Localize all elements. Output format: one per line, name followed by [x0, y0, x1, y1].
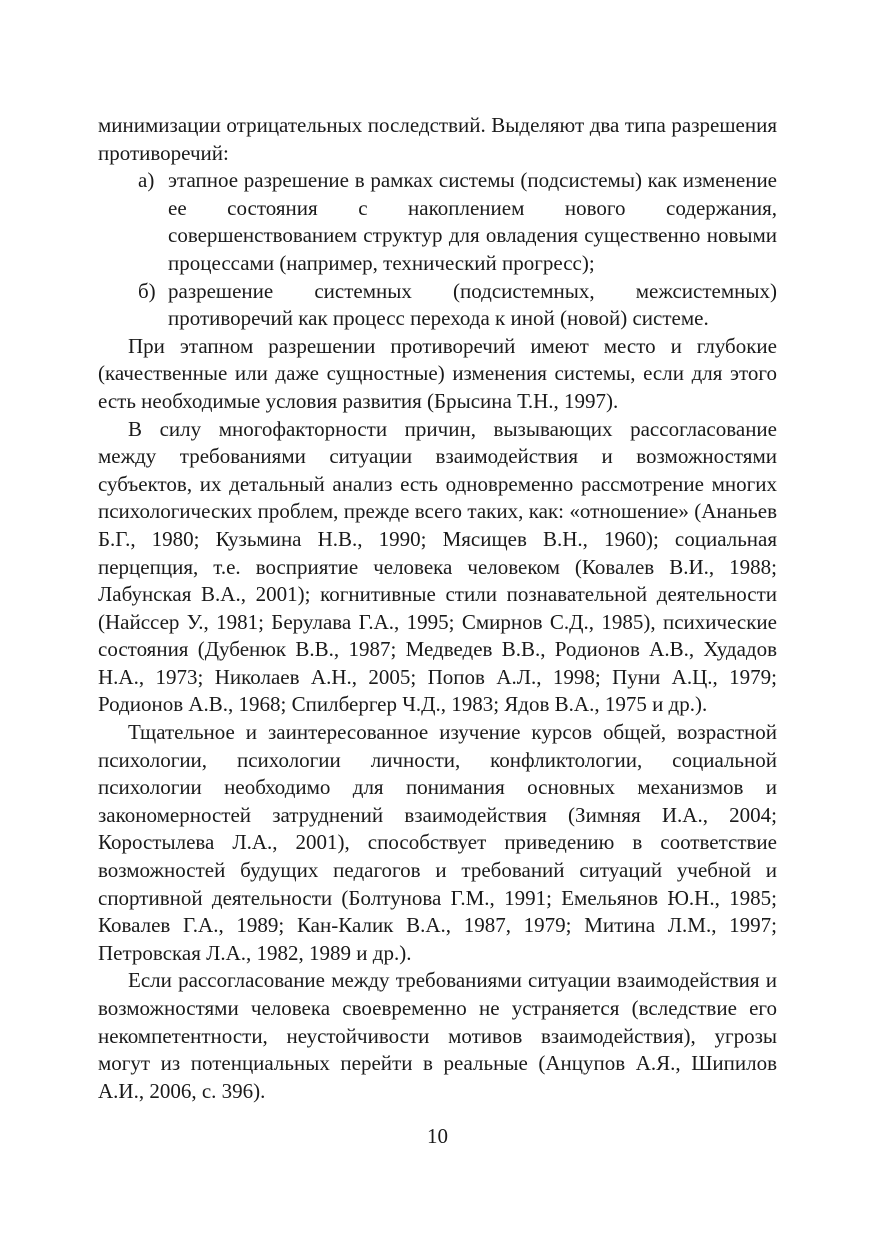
body-text [98, 112, 777, 1105]
list-item [98, 167, 777, 277]
list-item [98, 278, 777, 333]
page-number: 10 [427, 1124, 448, 1148]
paragraph: Если рассогласование между требованиями ситуации взаимодействия и возможностями человека своевременно не устраняется (вследствие его некомпетентности, неустойчивости мотивов взаимодействия), угрозы могут из потенциальных перейти в реальные (Анцупов А.Я., Шипилов А.И., 2006, с. 396). [98, 968, 777, 1103]
list-marker: б) [138, 278, 156, 303]
intro-paragraph: минимизации отрицательных последствий. Выделяют два типа разрешения противоречий: [98, 113, 777, 165]
paragraph: В силу многофакторности причин, вызывающих рассогласование между требованиями ситуации взаимодействия и возможностями субъектов, их детальный анализ есть одновременно рассмотрение многих психологических проблем, прежде всего таких, как: «отношение» (Ананьев Б.Г., 1980; Кузьмина Н.В., 1990; Мясищев В.Н., 1960); социальная перцепция, т.е. восприятие человека человеком (Ковалев В.И., 1988; Лабунская В.А., 2001); когнитивные стили познавательной деятельности (Найссер У., 1981; Берулава Г.А., 1995; Смирнов С.Д., 1985), психические состояния (Дубенюк В.В., 1987; Медведев В.В., Родионов А.В., Худадов Н.А., 1973; Николаев А.Н., 2005; Попов А.Л., 1998; Пуни А.Ц., 1979; Родионов А.В., 1968; Спилбергер Ч.Д., 1983; Ядов В.А., 1975 и др.). [98, 416, 777, 717]
resolution-types-list [98, 167, 777, 333]
list-marker: а) [138, 168, 155, 193]
paragraph: При этапном разрешении противоречий имеют место и глубокие (качественные или даже сущностные) изменения системы, если для этого есть необходимые условия развития (Брысина Т.Н., 1997). [98, 333, 777, 413]
list-item-text: этапное разрешение в рамках системы (подсистемы) как изменение ее состояния с накоплением нового содержания, совершенствованием структур для овладения существенно новыми процессами (например, технический прогресс); [168, 168, 777, 275]
paragraph: Тщательное и заинтересованное изучение курсов общей, возрастной психологии, психологии личности, конфликтологии, социальной психологии необходимо для понимания основных механизмов и закономерностей затруднений взаимодействия (Зимняя И.А., 2004; Коростылева Л.А., 2001), способствует приведению в соответствие возможностей будущих педагогов и требований ситуаций учебной и спортивной деятельности (Болтунова Г.М., 1991; Емельянов Ю.Н., 1985; Ковалев Г.А., 1989; Кан-Калик В.А., 1987, 1979; Митина Л.М., 1997; Петровская Л.А., 1982, 1989 и др.). [98, 720, 777, 965]
list-item-text: разрешение системных (подсистемных, межсистемных) противоречий как процесс перехода к иной (новой) системе. [168, 278, 777, 331]
